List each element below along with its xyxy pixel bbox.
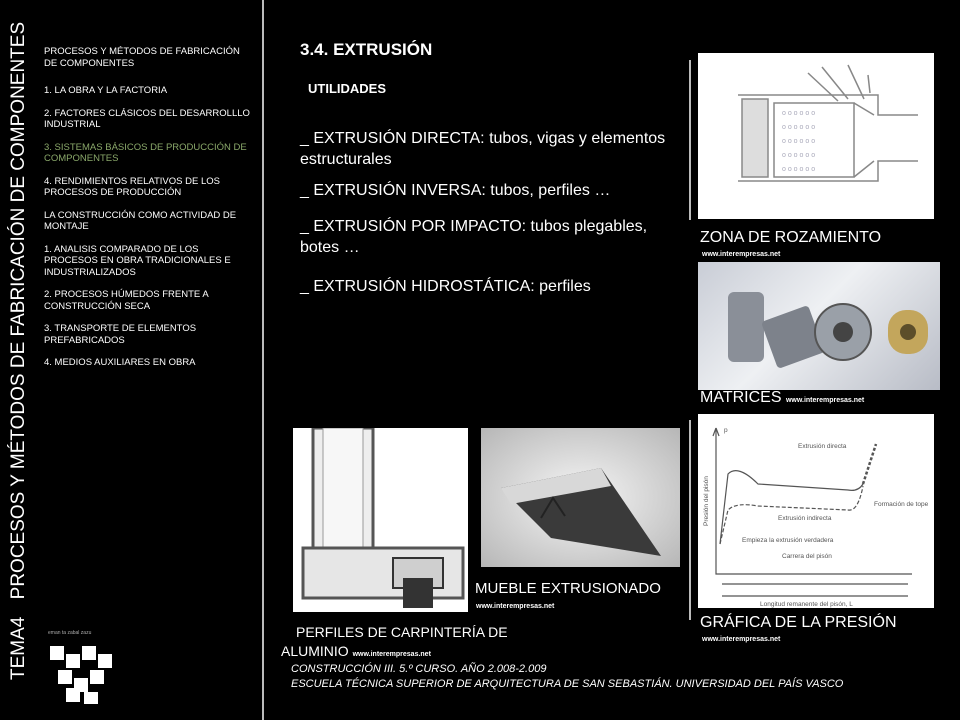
svg-text:o o o o o o: o o o o o o	[782, 124, 816, 131]
nav-item[interactable]: LA CONSTRUCCIÓN COMO ACTIVIDAD DE MONTAJE	[44, 209, 237, 232]
bullet-item: _ EXTRUSIÓN DIRECTA: tubos, vigas y elementos estructurales	[300, 130, 666, 168]
caption-furniture: MUEBLE EXTRUSIONADO	[475, 580, 661, 597]
caption-profiles-line2: ALUMINIO www.interempresas.net	[281, 643, 431, 659]
svg-text:o o o o o o: o o o o o o	[782, 138, 816, 145]
caption-profiles-line1: PERFILES DE CARPINTERÍA DE	[296, 624, 508, 640]
source-furniture: www.interempresas.net	[476, 603, 555, 610]
chart-p-label: p	[724, 427, 728, 434]
nav-item[interactable]: 1. ANALISIS COMPARADO DE LOS PROCESOS EN OBRA TRADICIONALES E INDUSTRIALIZADOS	[44, 243, 231, 278]
outline-nav	[44, 46, 254, 380]
caption-friction: ZONA DE ROZAMIENTO	[700, 229, 882, 246]
svg-text:o o o o o o: o o o o o o	[782, 166, 816, 173]
nav-item[interactable]: 2. FACTORES CLÁSICOS DEL DESARROLLLO INDUSTRIAL	[44, 107, 250, 130]
bullet-item: _ EXTRUSIÓN INVERSA: tubos, perfiles …	[300, 182, 611, 199]
nav-item[interactable]: 3. TRANSPORTE DE ELEMENTOS PREFABRICADOS	[44, 323, 197, 346]
furniture-photo	[481, 428, 680, 567]
chart-presion-label: Presión del pisón	[703, 476, 710, 526]
chart-empieza-label: Empieza la extrusión verdadera	[742, 537, 834, 544]
vertical-title	[2, 20, 36, 680]
chart-directa-label: Extrusión directa	[798, 443, 847, 450]
source-profiles: www.interempresas.net	[352, 651, 431, 658]
nav-item[interactable]: 4. RENDIMIENTOS RELATIVOS DE LOS PROCESOS DE PRODUCCIÓN	[44, 175, 220, 198]
nav-item[interactable]: 2. PROCESOS HÚMEDOS FRENTE A CONSTRUCCIÓN SECA	[44, 289, 209, 312]
nav-item[interactable]: 1. LA OBRA Y LA FACTORIA	[44, 85, 168, 96]
nav-item[interactable]: 4. MEDIOS AUXILIARES EN OBRA	[44, 357, 196, 368]
svg-text:o o o o o o: o o o o o o	[782, 152, 816, 159]
aluminum-profile-illustration	[293, 428, 468, 612]
bullet-item: _ EXTRUSIÓN HIDROSTÁTICA: perfiles	[300, 278, 591, 295]
logo-caption: eman ta zabal zazu	[48, 630, 92, 636]
source-pressure: www.interempresas.net	[702, 636, 781, 643]
pressure-chart	[698, 414, 934, 608]
chart-indirecta-label: Extrusión indirecta	[778, 515, 832, 522]
separator-line	[689, 420, 691, 620]
bullet-item: _ EXTRUSIÓN POR IMPACTO: tubos plegables, botes …	[300, 218, 648, 256]
university-logo	[48, 630, 118, 706]
section-title: 3.4. EXTRUSIÓN	[300, 40, 433, 59]
tema-label: TEMA4	[8, 616, 29, 680]
furniture-illustration	[481, 428, 680, 567]
nav-header: PROCESOS Y MÉTODOS DE FABRICACIÓN DE COMPONENTES	[44, 46, 240, 69]
dies-illustration	[698, 262, 940, 390]
footer-school: ESCUELA TÉCNICA SUPERIOR DE ARQUITECTURA DE SAN SEBASTIÁN. UNIVERSIDAD DEL PAÍS VASCO	[291, 678, 844, 690]
chart-tope-label: Formación de tope	[874, 501, 929, 508]
caption-pressure: GRÁFICA DE LA PRESIÓN	[700, 614, 897, 631]
source-friction: www.interempresas.net	[702, 251, 781, 258]
divider-line	[262, 0, 264, 720]
pressure-graph	[698, 414, 934, 608]
chart-longitud-label: Longitud remanente del pisón, L	[760, 601, 853, 608]
logo-icon	[48, 630, 118, 706]
dies-photo	[698, 262, 940, 390]
caption-dies: MATRICES www.interempresas.net	[700, 389, 865, 406]
chart-carrera-label: Carrera del pisón	[782, 553, 832, 560]
friction-diagram	[698, 53, 934, 219]
footer-course: CONSTRUCCIÓN III. 5.º CURSO. AÑO 2.008-2.009	[291, 663, 547, 675]
separator-line	[689, 60, 691, 220]
nav-item-active[interactable]: 3. SISTEMAS BÁSICOS DE PRODUCCIÓN DE COMPONENTES	[44, 141, 247, 164]
tema-title: PROCESOS Y MÉTODOS DE FABRICACIÓN DE COMPONENTES	[8, 21, 29, 600]
extrusion-die-diagram	[698, 53, 934, 219]
section-subtitle: UTILIDADES	[308, 81, 386, 96]
svg-text:o o o o o o: o o o o o o	[782, 110, 816, 117]
source-dies: www.interempresas.net	[785, 397, 865, 404]
aluminum-profile-photo	[293, 428, 468, 612]
